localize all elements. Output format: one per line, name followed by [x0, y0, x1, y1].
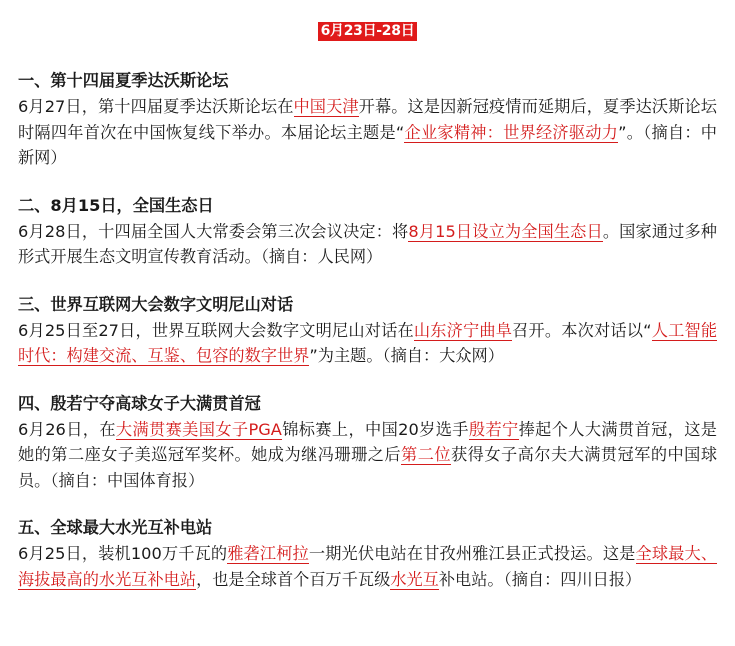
- source-citation: ”为主题。（摘自：大众网）: [309, 346, 504, 365]
- body-text: 6月25日，装机100万千瓦的: [18, 544, 228, 563]
- section-title: 四、殷若宁夺高球女子大满贯首冠: [18, 393, 261, 413]
- body-text: 6月27日，第十四届夏季达沃斯论坛在: [18, 97, 294, 116]
- news-section: [18, 515, 717, 592]
- highlighted-text: 殷若宁: [468, 419, 519, 439]
- highlighted-text: 山东济宁曲阜: [413, 320, 513, 340]
- body-text: 一期光伏电站在甘孜州雅江县正式投运。这是: [308, 544, 636, 563]
- news-section: [18, 68, 717, 171]
- section-body: [18, 318, 717, 369]
- body-text: 6月26日，在: [18, 419, 116, 439]
- source-citation: ”。（摘自：中新网）: [18, 122, 717, 167]
- news-section: [18, 292, 717, 369]
- section-title: 五、全球最大水光互补电站: [18, 518, 213, 537]
- news-section: [18, 193, 717, 270]
- section-body: [18, 541, 717, 592]
- highlighted-text: 第二位: [401, 445, 452, 464]
- highlighted-text: 全球最大、海拔最高的水光互补电站: [18, 544, 718, 589]
- source-citation: 补电站。（摘自：四川日报）: [438, 569, 642, 589]
- body-text: 锦标赛上，中国20岁选手: [281, 419, 469, 439]
- section-body: [18, 417, 717, 494]
- body-text: ，也是全球首个百万千瓦级: [196, 569, 391, 589]
- section-body: [18, 219, 717, 270]
- section-title: 三、世界互联网大会数字文明尼山对话: [18, 294, 294, 314]
- section-body: [18, 94, 717, 171]
- news-section: [18, 391, 717, 494]
- date-range-badge: 6月23日-28日: [318, 22, 418, 41]
- source-citation: 。国家通过多种形式开展生态文明宣传教育活动。（摘自：人民网）: [18, 221, 717, 266]
- date-header: [18, 0, 717, 46]
- body-text: 开幕。这是因新冠疫情而延期后，夏季达沃斯论坛时隔四年首次在中国恢复线下举办。本届论坛主题是“: [18, 97, 717, 142]
- highlighted-text: 人工智能时代：构建交流、互鉴、包容的数字世界: [18, 320, 718, 365]
- highlighted-text: 大满贯赛美国女子PGA: [115, 419, 282, 439]
- highlighted-text: 8月15日设立为全国生态日: [408, 221, 603, 241]
- highlighted-text: 水光互: [390, 569, 439, 589]
- source-citation: 获得女子高尔夫大满贯冠军的中国球员。（摘自：中国体育报）: [18, 445, 718, 490]
- section-title: 二、8月15日，全国生态日: [18, 195, 214, 215]
- body-text: 捧起个人大满贯首冠，这是她的第二座女子美巡冠军奖杯。她成为继冯珊珊之后: [18, 419, 717, 464]
- highlighted-text: 企业家精神：世界经济驱动力: [404, 122, 619, 142]
- highlighted-text: 雅砻江柯拉: [227, 544, 309, 563]
- section-title: 一、第十四届夏季达沃斯论坛: [18, 71, 229, 90]
- highlighted-text: 中国天津: [293, 97, 359, 116]
- body-text: 6月28日，十四届全国人大常委会第三次会议决定：将: [18, 221, 409, 241]
- body-text: 6月25日至27日，世界互联网大会数字文明尼山对话在: [18, 320, 414, 340]
- body-text: 召开。本次对话以“: [512, 320, 652, 340]
